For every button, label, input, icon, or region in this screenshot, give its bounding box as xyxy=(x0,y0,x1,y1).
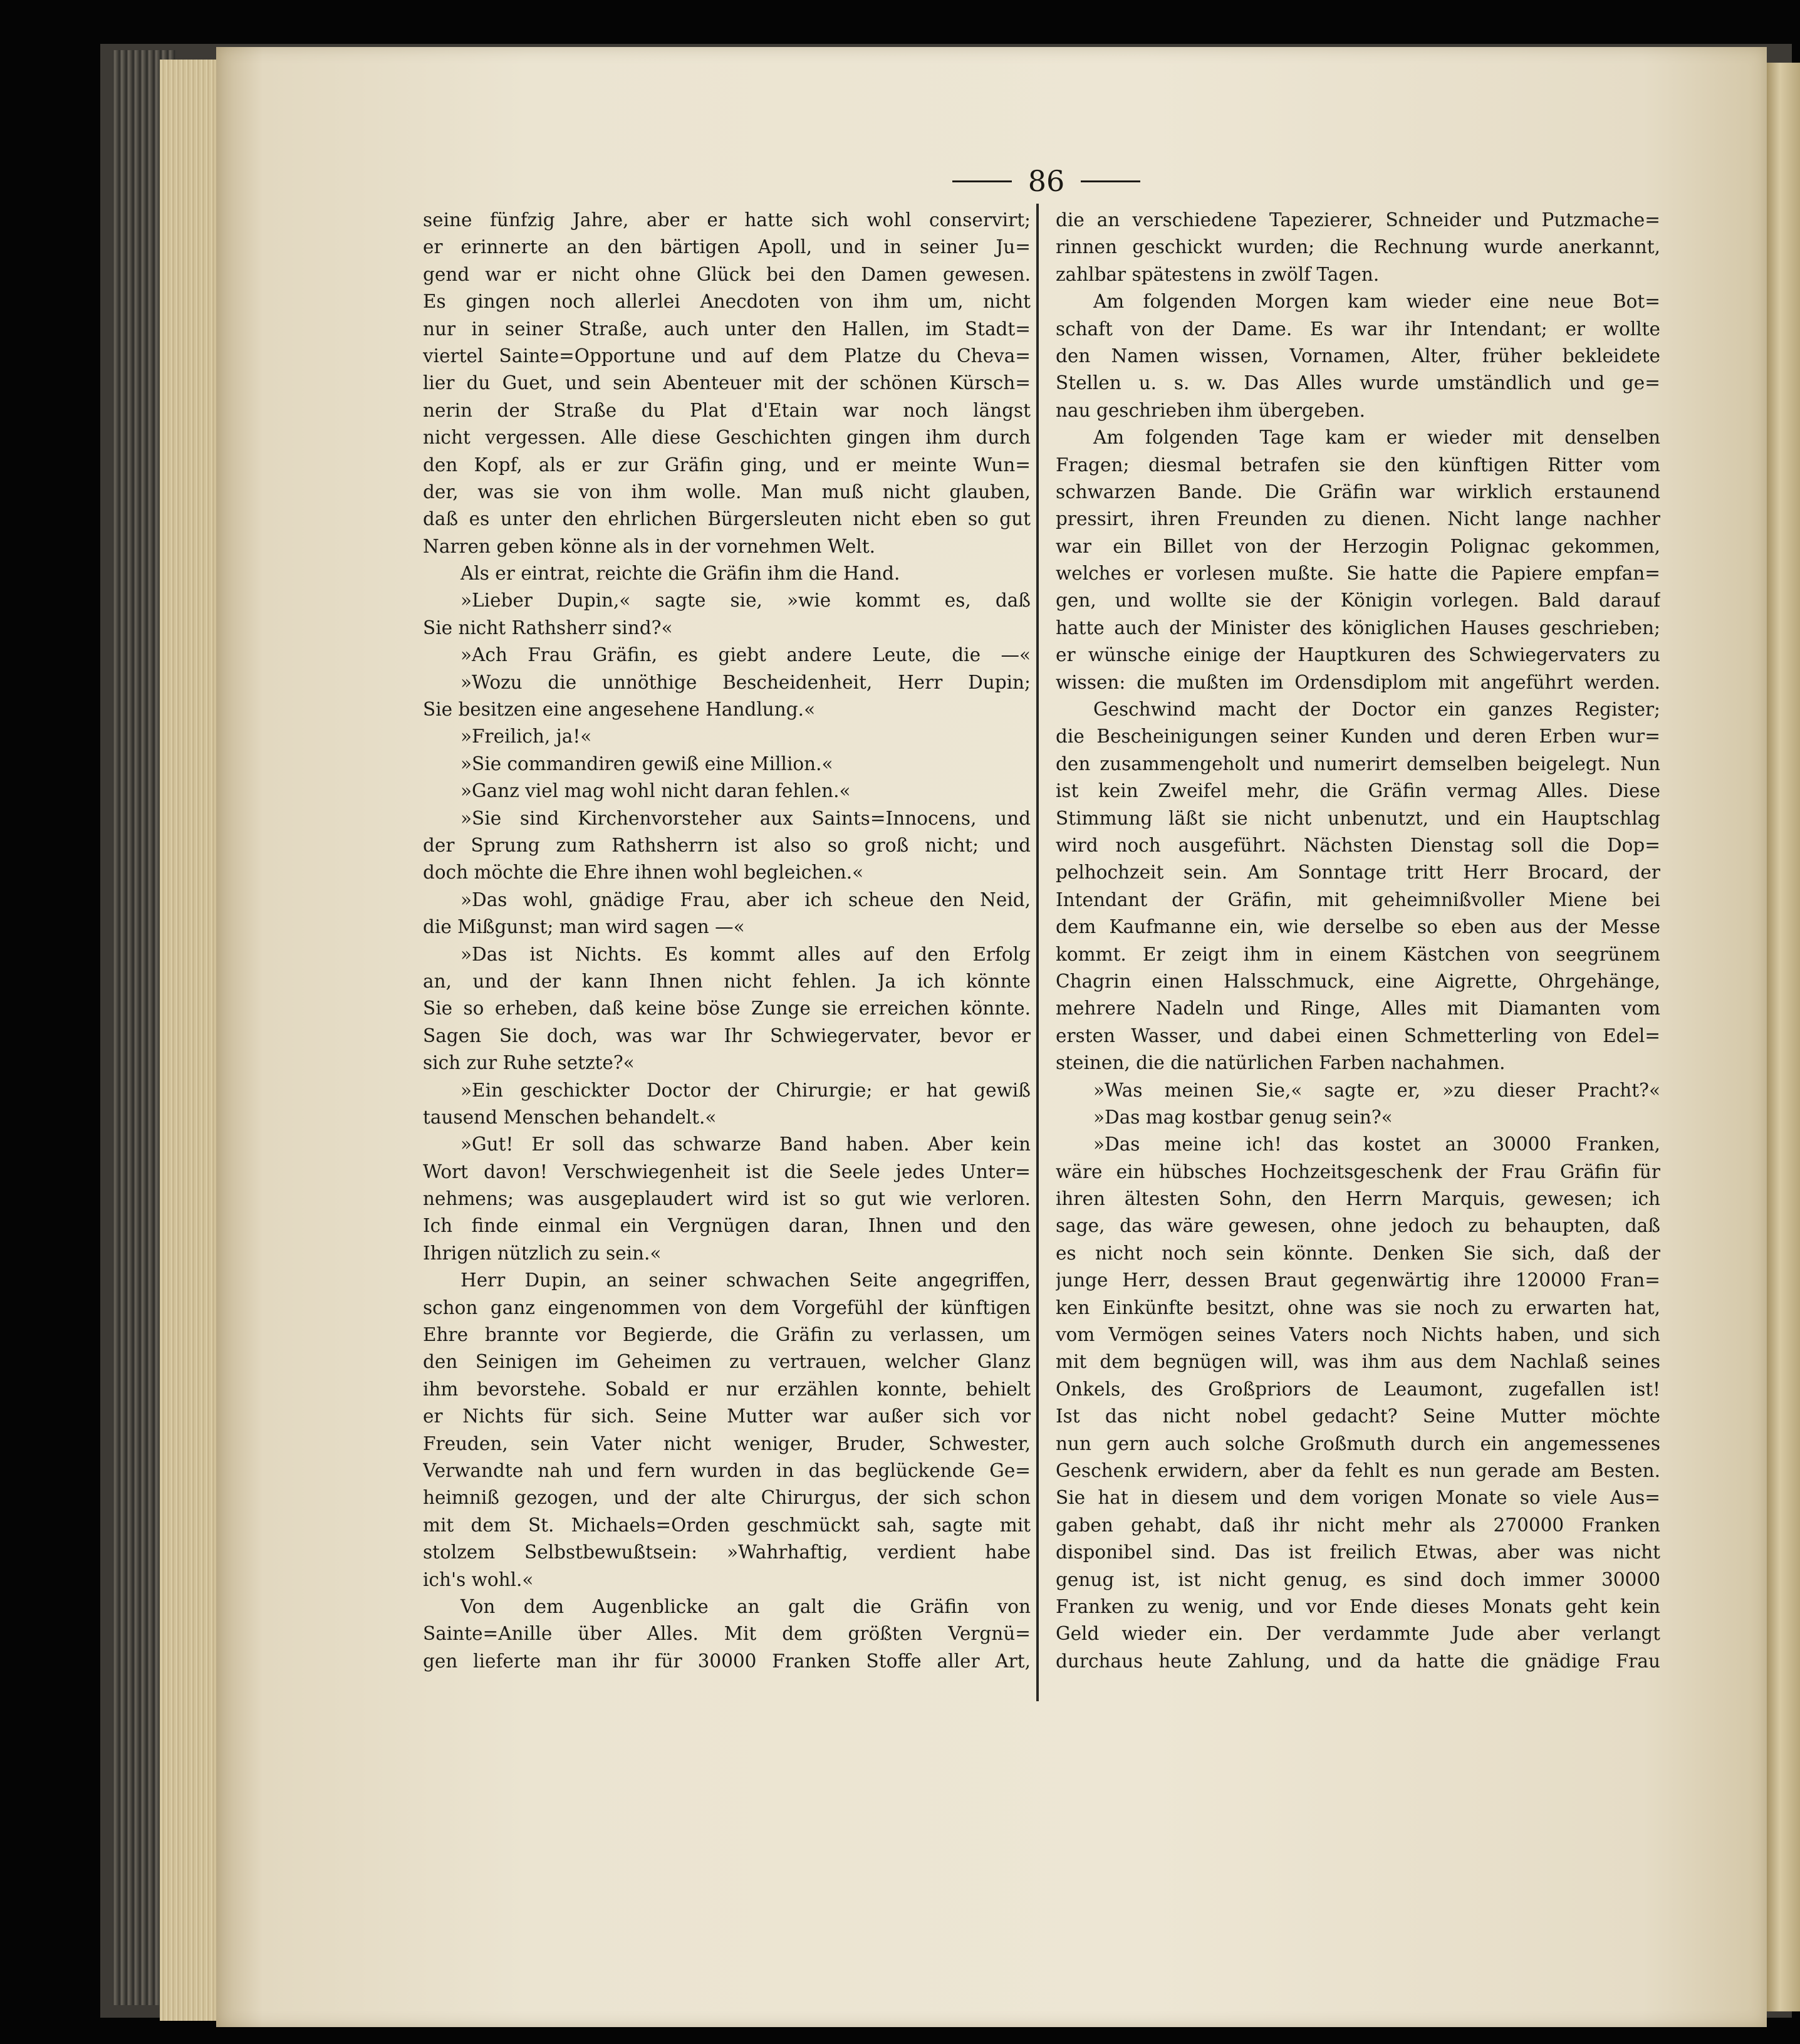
text-line: Geschenk erwidern, aber da fehlt es nun gerade am Besten. xyxy=(1056,1459,1660,1481)
text-line: Am folgenden Morgen kam wieder eine neue Bot= xyxy=(1093,291,1660,313)
text-line: seine fünfzig Jahre, aber er hatte sich wohl conservirt; xyxy=(423,209,1031,231)
text-line: nur in seiner Straße, auch unter den Hallen, im Stadt= xyxy=(423,318,1031,340)
text-line: der, was sie von ihm wolle. Man muß nicht glauben, xyxy=(423,481,1031,503)
text-line: steinen, die die natürlichen Farben nachahmen. xyxy=(1056,1052,1506,1074)
header-rule-right xyxy=(1081,180,1140,182)
facing-page-edge xyxy=(1767,63,1800,2011)
text-line: heimniß gezogen, und der alte Chirurgus, der sich schon xyxy=(423,1487,1031,1509)
text-column-right xyxy=(1056,207,1660,1675)
text-line: Freuden, sein Vater nicht weniger, Bruder, Schwester, xyxy=(423,1432,1031,1454)
page-header xyxy=(921,164,1172,198)
text-line: Sie so erheben, daß keine böse Zunge sie erreichen könnte. xyxy=(423,998,1031,1019)
text-line: »Was meinen Sie,« sagte er, »zu dieser Pracht?« xyxy=(1093,1079,1660,1101)
text-line: wäre ein hübsches Hochzeitsgeschenk der Frau Gräfin für xyxy=(1056,1160,1660,1182)
header-rule-left xyxy=(952,180,1012,182)
text-line: »Lieber Dupin,« sagte sie, »wie kommt es, daß xyxy=(460,590,1031,612)
text-line: dem Kaufmanne ein, wie derselbe so eben aus der Messe xyxy=(1056,916,1660,938)
text-line: er wünsche einige der Hauptkuren des Schwiegervaters zu xyxy=(1056,644,1660,666)
text-line: »Das meine ich! das kostet an 30000 Franken, xyxy=(1093,1134,1660,1155)
text-line: gen, und wollte sie der Königin vorlegen. Bald darauf xyxy=(1056,590,1660,612)
text-line: nerin der Straße du Plat d'Etain war noch längst xyxy=(423,399,1031,421)
text-column-left xyxy=(423,207,1031,1675)
text-line: pressirt, ihren Freunden zu dienen. Nicht lange nachher xyxy=(1056,508,1660,530)
text-line: Geschwind macht der Doctor ein ganzes Register; xyxy=(1093,699,1660,721)
text-line: daß es unter den ehrlichen Bürgersleuten nicht eben so gut xyxy=(423,508,1031,530)
text-line: den Kopf, als er zur Gräfin ging, und er meinte Wun= xyxy=(423,454,1031,476)
text-line: den Seinigen im Geheimen zu vertrauen, welcher Glanz xyxy=(423,1351,1031,1373)
text-line: die an verschiedene Tapezierer, Schneider und Putzmache= xyxy=(1056,209,1660,231)
text-line: »Das mag kostbar genug sein?« xyxy=(1093,1106,1393,1128)
text-line: Franken zu wenig, und vor Ende dieses Monats geht kein xyxy=(1056,1595,1660,1617)
text-line: »Ein geschickter Doctor der Chirurgie; er hat gewiß xyxy=(460,1079,1031,1101)
text-line: »Gut! Er soll das schwarze Band haben. Aber kein xyxy=(460,1134,1031,1155)
text-line: Verwandte nah und fern wurden in das beglückende Ge= xyxy=(423,1459,1031,1481)
text-line: war ein Billet von der Herzogin Polignac gekommen, xyxy=(1056,535,1660,557)
text-line: es nicht noch sein könnte. Denken Sie sich, daß der xyxy=(1056,1242,1660,1264)
text-line: mit dem begnügen will, was ihm aus dem Nachlaß seines xyxy=(1056,1351,1660,1373)
text-line: disponibel sind. Das ist freilich Etwas, aber was nicht xyxy=(1056,1541,1660,1563)
text-line: schon ganz eingenommen von dem Vorgefühl der künftigen xyxy=(423,1296,1031,1318)
text-line: mit dem St. Michaels=Orden geschmückt sah, sagte mit xyxy=(423,1514,1031,1536)
text-line: ihm bevorstehe. Sobald er nur erzählen konnte, behielt xyxy=(423,1378,1031,1400)
text-line: er Nichts für sich. Seine Mutter war außer sich vor xyxy=(423,1405,1031,1427)
text-line: gaben gehabt, daß ihr nicht mehr als 270000 Franken xyxy=(1056,1514,1660,1536)
page-number: 86 xyxy=(1027,164,1065,198)
text-line: gend war er nicht ohne Glück bei den Damen gewesen. xyxy=(423,263,1031,285)
text-line: er erinnerte an den bärtigen Apoll, und in seiner Ju= xyxy=(423,236,1031,258)
text-line: ken Einkünfte besitzt, ohne was sie noch zu erwarten hat, xyxy=(1056,1296,1660,1318)
text-line: ich's wohl.« xyxy=(423,1568,534,1590)
text-line: Herr Dupin, an seiner schwachen Seite angegriffen, xyxy=(460,1270,1031,1291)
column-divider xyxy=(1036,204,1039,1701)
text-line: den Namen wissen, Vornamen, Alter, früher bekleidete xyxy=(1056,345,1660,367)
text-line: Es gingen noch allerlei Anecdoten von ihm um, nicht xyxy=(423,291,1031,313)
text-line: den zusammengeholt und numerirt demselben beigelegt. Nun xyxy=(1056,753,1660,774)
text-line: gen lieferte man ihr für 30000 Franken Stoffe aller Art, xyxy=(423,1650,1031,1672)
text-line: lier du Guet, und sein Abenteuer mit der schönen Kürsch= xyxy=(423,372,1031,394)
text-line: Narren geben könne als in der vornehmen Welt. xyxy=(423,535,875,557)
text-line: nau geschrieben ihm übergeben. xyxy=(1056,399,1365,421)
text-line: rinnen geschickt wurden; die Rechnung wurde anerkannt, xyxy=(1056,236,1660,258)
text-line: vom Vermögen seines Vaters noch Nichts haben, und sich xyxy=(1056,1324,1660,1346)
text-line: Ehre brannte vor Begierde, die Gräfin zu verlassen, um xyxy=(423,1324,1031,1346)
text-line: ist kein Zweifel mehr, die Gräfin vermag Alles. Diese xyxy=(1056,780,1660,802)
text-line: die Bescheinigungen seiner Kunden und deren Erben wur= xyxy=(1056,726,1660,748)
text-line: Ich finde einmal ein Vergnügen daran, Ihnen und den xyxy=(423,1215,1031,1237)
text-line: »Das ist Nichts. Es kommt alles auf den Erfolg xyxy=(460,943,1031,965)
text-line: sich zur Ruhe setzte?« xyxy=(423,1052,635,1074)
text-line: Intendant der Gräfin, mit geheimnißvoller Miene bei xyxy=(1056,889,1660,910)
text-line: kommt. Er zeigt ihm in einem Kästchen von seegrünem xyxy=(1056,943,1660,965)
text-line: Geld wieder ein. Der verdammte Jude aber verlangt xyxy=(1056,1623,1660,1645)
text-line: Sie besitzen eine angesehene Handlung.« xyxy=(423,699,816,721)
text-line: Ist das nicht nobel gedacht? Seine Mutter möchte xyxy=(1056,1405,1660,1427)
text-line: tausend Menschen behandelt.« xyxy=(423,1106,717,1128)
text-line: zahlbar spätestens in zwölf Tagen. xyxy=(1056,263,1380,285)
text-line: Ihrigen nützlich zu sein.« xyxy=(423,1242,662,1264)
text-line: stolzem Selbstbewußtsein: »Wahrhaftig, verdient habe xyxy=(423,1541,1031,1563)
text-line: Sagen Sie doch, was war Ihr Schwiegervater, bevor er xyxy=(423,1025,1031,1046)
text-line: welches er vorlesen mußte. Sie hatte die Papiere empfan= xyxy=(1056,563,1660,585)
text-line: Am folgenden Tage kam er wieder mit denselben xyxy=(1093,427,1660,449)
text-line: der Sprung zum Rathsherrn ist also so groß nicht; und xyxy=(423,834,1031,856)
text-line: »Ach Frau Gräfin, es giebt andere Leute, die —« xyxy=(460,644,1031,666)
text-line: schwarzen Bande. Die Gräfin war wirklich erstaunend xyxy=(1056,481,1660,503)
text-line: an, und der kann Ihnen nicht fehlen. Ja ich könnte xyxy=(423,970,1031,992)
text-line: ihren ältesten Sohn, den Herrn Marquis, gewesen; ich xyxy=(1056,1188,1660,1210)
text-line: Stellen u. s. w. Das Alles wurde umständlich und ge= xyxy=(1056,372,1660,394)
text-line: genug ist, ist nicht genug, es sind doch immer 30000 xyxy=(1056,1568,1660,1590)
text-line: nicht vergessen. Alle diese Geschichten gingen ihm durch xyxy=(423,427,1031,449)
text-line: »Sie sind Kirchenvorsteher aux Saints=Innocens, und xyxy=(460,807,1031,829)
text-line: junge Herr, dessen Braut gegenwärtig ihre 120000 Fran= xyxy=(1056,1270,1660,1291)
text-line: »Ganz viel mag wohl nicht daran fehlen.« xyxy=(460,780,851,802)
text-line: schaft von der Dame. Es war ihr Intendant; er wollte xyxy=(1056,318,1660,340)
text-line: Onkels, des Großpriors de Leaumont, zugefallen ist! xyxy=(1056,1378,1660,1400)
text-line: Chagrin einen Halsschmuck, eine Aigrette, Ohrgehänge, xyxy=(1056,970,1660,992)
text-line: Von dem Augenblicke an galt die Gräfin von xyxy=(460,1595,1031,1617)
text-line: durchaus heute Zahlung, und da hatte die gnädige Frau xyxy=(1056,1650,1660,1672)
text-line: viertel Sainte=Opportune und auf dem Platze du Cheva= xyxy=(423,345,1031,367)
text-line: Sie nicht Rathsherr sind?« xyxy=(423,617,673,639)
text-line: Fragen; diesmal betrafen sie den künftigen Ritter vom xyxy=(1056,454,1660,476)
text-line: nun gern auch solche Großmuth durch ein angemessenes xyxy=(1056,1432,1660,1454)
text-line: pelhochzeit sein. Am Sonntage tritt Herr Brocard, der xyxy=(1056,862,1660,884)
text-line: sage, das wäre gewesen, ohne jedoch zu behaupten, daß xyxy=(1056,1215,1660,1237)
text-line: wissen: die mußten im Ordensdiplom mit angeführt werden. xyxy=(1056,671,1660,693)
text-line: Sainte=Anille über Alles. Mit dem größten Vergnü= xyxy=(423,1623,1031,1645)
text-line: die Mißgunst; man wird sagen —« xyxy=(423,916,745,938)
text-line: doch möchte die Ehre ihnen wohl begleichen.« xyxy=(423,862,864,884)
text-line: wird noch ausgeführt. Nächsten Dienstag soll die Dop= xyxy=(1056,834,1660,856)
text-line: Als er eintrat, reichte die Gräfin ihm die Hand. xyxy=(460,563,900,585)
text-line: nehmens; was ausgeplaudert wird ist so gut wie verloren. xyxy=(423,1188,1031,1210)
text-line: Sie hat in diesem und dem vorigen Monate so viele Aus= xyxy=(1056,1487,1660,1509)
text-line: ersten Wasser, und dabei einen Schmetterling von Edel= xyxy=(1056,1025,1660,1046)
text-line: »Das wohl, gnädige Frau, aber ich scheue den Neid, xyxy=(460,889,1031,910)
text-line: mehrere Nadeln und Ringe, Alles mit Diamanten vom xyxy=(1056,998,1660,1019)
text-line: »Freilich, ja!« xyxy=(460,726,592,748)
text-line: Stimmung läßt sie nicht unbenutzt, und ein Hauptschlag xyxy=(1056,807,1660,829)
text-line: »Wozu die unnöthige Bescheidenheit, Herr Dupin; xyxy=(460,671,1031,693)
text-line: Wort davon! Verschwiegenheit ist die Seele jedes Unter= xyxy=(423,1160,1031,1182)
text-line: »Sie commandiren gewiß eine Million.« xyxy=(460,753,833,774)
text-line: hatte auch der Minister des königlichen Hauses geschrieben; xyxy=(1056,617,1660,639)
